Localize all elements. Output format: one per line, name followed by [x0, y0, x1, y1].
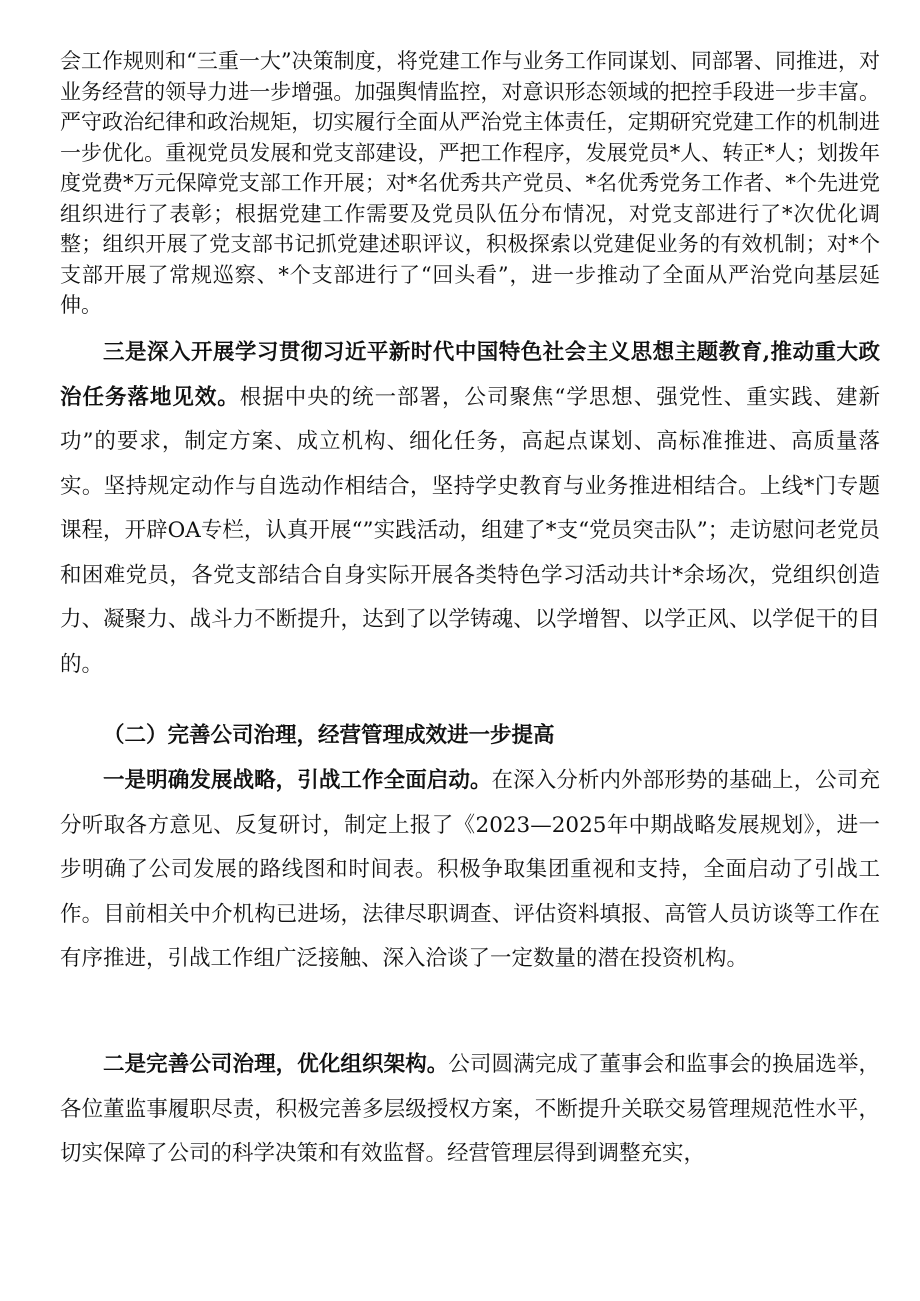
- paragraph-body: 在深入分析内外部形势的基础上，公司充分听取各方意见、反复研讨，制定上报了《2023—2025年中期战略发展规划》，进一步明确了公司发展的路线图和时间表。积极争取集团重视和支持，全面启动了引战工作。目前相关中介机构已进场，法律尽职调查、评估资料填报、高管人员访谈等工作在有序推进，引战工作组广泛接触、深入洽谈了一定数量的潜在投资机构。: [60, 768, 880, 971]
- paragraph-body: 根据中央的统一部署，公司聚焦“学思想、强党性、重实践、建新功”的要求，制定方案、成立机构、细化任务，高起点谋划、高标准推进、高质量落实。坚持规定动作与自选动作相结合，坚持学史教育与业务推进相结合。上线*门专题课程，开辟OA专栏，认真开展“”实践活动，组建了*支“党员突击队”；走访慰问老党员和困难党员，各党支部结合自身实际开展各类特色学习活动共计*余场次，党组织创造力、凝聚力、战斗力不断提升，达到了以学铸魂、以学增智、以学正风、以学促干的目的。: [60, 384, 880, 677]
- section-heading: （二）完善公司治理，经营管理成效进一步提高: [103, 723, 555, 748]
- paragraph-lead: 三是深入开展学习贯彻习近平新时代中国特色社会主义思想主题教育,推动重大政治任务落地见效。: [60, 340, 880, 410]
- paragraph-lead: 二是完善公司治理，优化组织架构。: [103, 1052, 449, 1077]
- paragraph-theme-education: [60, 331, 880, 687]
- paragraph-party-building: 会工作规则和“三重一大”决策制度，将党建工作与业务工作同谋划、同部署、同推进，对业务经营的领导力进一步增强。加强舆情监控，对意识形态领域的把控手段进一步丰富。严守政治纪律和政治规矩，切实履行全面从严治党主体责任，定期研究党建工作的机制进一步优化。重视党员发展和党支部建设，严把工作程序，发展党员*人、转正*人；划拨年度党费*万元保障党支部工作开展；对*名优秀共产党员、*名优秀党务工作者、*个先进党组织进行了表彰；根据党建工作需要及党员队伍分布情况，对党支部进行了*次优化调整；组织开展了党支部书记抓党建述职评议，积极探索以党建促业务的有效机制；对*个支部开展了常规巡察、*个支部进行了“回头看”，进一步推动了全面从严治党向基层延伸。: [60, 49, 880, 317]
- paragraph-strategy: [60, 759, 880, 982]
- paragraph-lead: 一是明确发展战略，引战工作全面启动。: [103, 768, 492, 793]
- paragraph-body: 公司圆满完成了董事会和监事会的换届选举，各位董监事履职尽责，积极完善多层级授权方案，不断提升关联交易管理规范性水平，切实保障了公司的科学决策和有效监督。经营管理层得到调整充实，: [60, 1052, 880, 1166]
- paragraph-governance: [60, 1043, 880, 1177]
